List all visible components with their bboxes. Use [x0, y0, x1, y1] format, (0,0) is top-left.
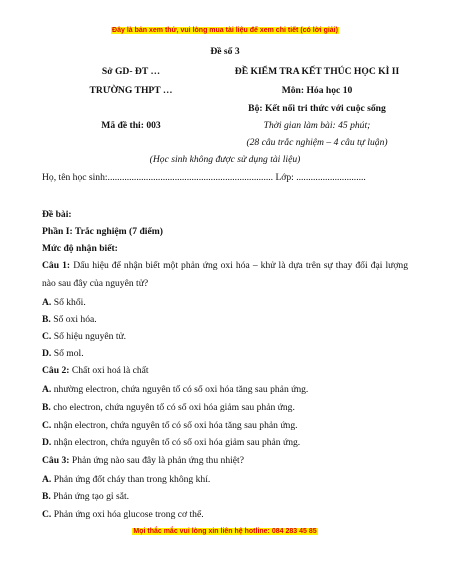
exam-title: ĐỀ KIỂM TRA KẾT THÚC HỌC KÌ II — [234, 66, 400, 77]
option: B. cho electron, chứa nguyên tố có số oxi hóa giảm sau phản ứng. — [42, 402, 295, 413]
option: C. Phản ứng oxi hóa glucose trong cơ thể. — [42, 509, 204, 520]
textbook-series: Bộ: Kết nối tri thức với cuộc sống — [248, 103, 386, 114]
option: B. Số oxi hóa. — [42, 314, 97, 325]
question-label: Câu 1: — [42, 260, 71, 271]
question-text: Dấu hiệu để nhận biết một phản ứng oxi hóa – khử là dựa trên sự thay đổi đại lượng nào sau đây của nguyên tử? — [42, 260, 408, 289]
option: D. Số mol. — [42, 348, 84, 359]
part-heading: Phần I: Trắc nghiệm (7 điểm) — [42, 226, 163, 237]
student-name-line: Họ, tên học sinh:..................................................................... Lớp: ............................. — [42, 172, 366, 183]
exam-note: (Học sinh không được sử dụng tài liệu) — [149, 154, 301, 165]
option: A. Số khối. — [42, 297, 86, 308]
question-2: Câu 2: Chất oxi hoá là chất — [42, 365, 149, 376]
option: B. Phản ứng tạo gỉ sắt. — [42, 491, 130, 502]
exam-composition: (28 câu trắc nghiệm – 4 câu tự luận) — [246, 137, 388, 148]
option: C. Số hiệu nguyên tử. — [42, 331, 127, 342]
preview-banner: Đây là bản xem thử, vui lòng mua tài liệu để xem chi tiết (có lời giải) — [112, 27, 338, 34]
school-name: TRƯỜNG THPT … — [89, 85, 173, 96]
question-1 — [42, 257, 408, 293]
level-heading: Mức độ nhận biết: — [42, 243, 118, 254]
question-3: Câu 3: Phản ứng nào sau đây là phản ứng thu nhiệt? — [42, 455, 244, 466]
time-allowed: Thời gian làm bài: 45 phút; — [263, 120, 371, 131]
subject: Môn: Hóa học 10 — [281, 85, 353, 96]
exam-number: Đề số 3 — [210, 46, 240, 57]
option: A. Phản ứng đốt cháy than trong không khí. — [42, 474, 211, 485]
option: D. nhận electron, chứa nguyên tố có số oxi hóa giảm sau phản ứng. — [42, 437, 301, 448]
department: Sở GD- ĐT … — [101, 66, 161, 77]
hotline-banner: Mọi thắc mắc vui lòng xin liên hệ hotline: 084 283 45 85 — [133, 528, 317, 535]
section-heading: Đề bài: — [42, 209, 72, 220]
exam-code: Mã đề thi: 003 — [101, 120, 161, 131]
option: C. nhận electron, chứa nguyên tố có số oxi hóa tăng sau phản ứng. — [42, 420, 298, 431]
option: A. nhường electron, chứa nguyên tố có số oxi hóa tăng sau phản ứng. — [42, 384, 309, 395]
